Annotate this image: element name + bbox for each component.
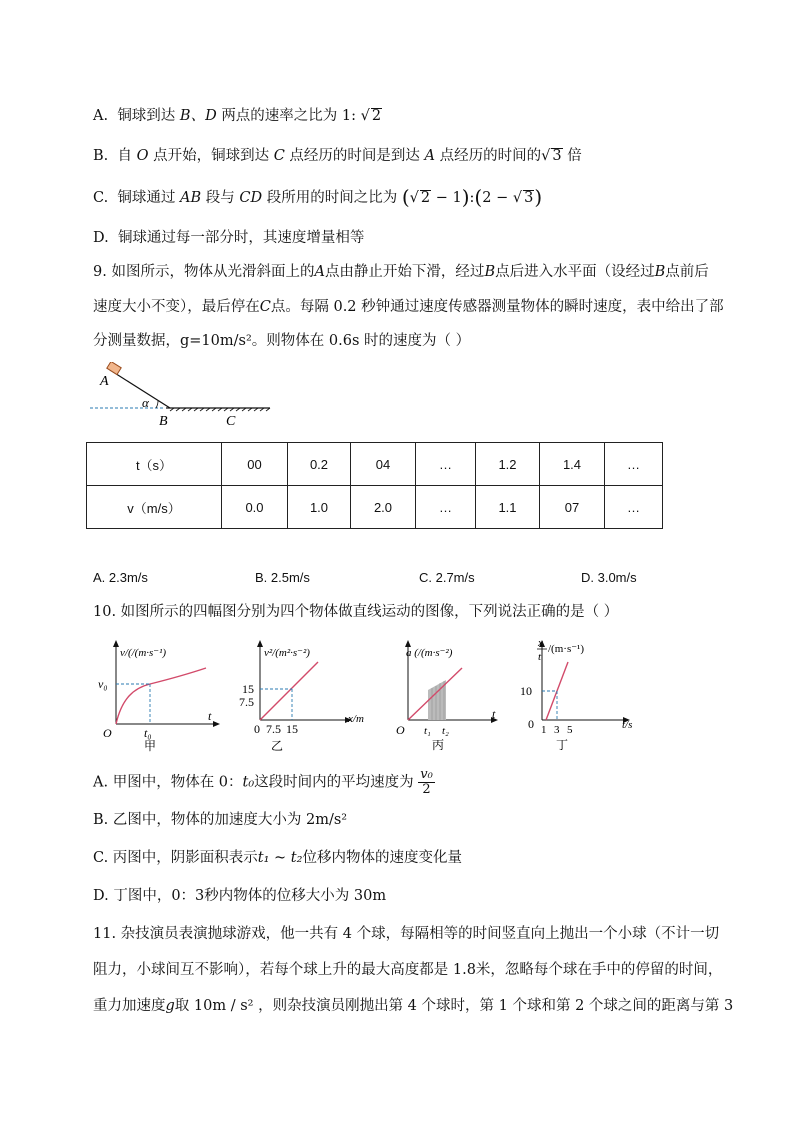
svg-text:O: O	[103, 726, 112, 740]
q8-option-c[interactable]: C. 铜球通过 AB 段与 CD 段所用的时间之比为 (√ 2 − 1):(2 − √ 3)	[93, 185, 543, 209]
q9-stem-line1: 9. 如图所示，物体从光滑斜面上的A点由静止开始下滑，经过B点后进入水平面（设经过B点前后	[93, 264, 709, 280]
q9-choice-a[interactable]: A. 2.3m/s	[93, 570, 148, 585]
q10-stem: 10. 如图所示的四幅图分别为四个物体做直线运动的图像，下列说法正确的是（ ）	[93, 604, 619, 620]
label-a: A	[100, 374, 109, 389]
q9-stem-line2: 速度大小不变），最后停在C点。每隔 0.2 秒钟通过速度传感器测量物体的瞬时速度，表中给出了部	[93, 299, 724, 315]
svg-text:10: 10	[520, 684, 532, 698]
svg-text:t/s: t/s	[622, 719, 633, 731]
svg-text:O: O	[396, 723, 405, 737]
table-cell: 2.0	[351, 486, 416, 529]
table-cell: v（m/s）	[87, 486, 222, 529]
label-alpha: α	[142, 395, 149, 410]
q11-line2: 阻力，小球间互不影响），若每个球上升的最大高度都是 1.8米，忽略每个球在手中的停留的时间，	[93, 962, 723, 978]
svg-text:v₀: v₀	[98, 677, 108, 691]
table-row-t	[87, 443, 663, 486]
svg-text:t: t	[538, 651, 542, 663]
svg-text:丙: 丙	[432, 738, 445, 752]
q9-choice-d[interactable]: D. 3.0m/s	[581, 570, 637, 585]
q9-choice-c[interactable]: C. 2.7m/s	[419, 570, 475, 585]
table-cell: t（s）	[87, 443, 222, 486]
svg-text:丁: 丁	[556, 738, 569, 752]
svg-text:0: 0	[528, 717, 534, 731]
angle-arc	[156, 400, 158, 408]
q8-option-b[interactable]: B. 自 O 点开始，铜球到达 C 点经历的时间是到达 A 点经历的时间的√ 3 倍	[93, 148, 582, 164]
curve	[116, 668, 206, 724]
table-cell: 1.0	[288, 486, 351, 529]
svg-text:t: t	[208, 709, 212, 723]
svg-text:x: x	[538, 637, 543, 649]
svg-text:x/m: x/m	[348, 713, 364, 725]
q11-line1: 11. 杂技演员表演抛球游戏，他一共有 4 个球，每隔相等的时间竖直向上抛出一个小球（不计一切	[93, 926, 720, 942]
svg-text:v/(/(m·s⁻¹): v/(/(m·s⁻¹)	[120, 647, 167, 659]
table-cell: …	[416, 486, 476, 529]
graph-jia	[98, 636, 228, 754]
svg-text:7.5: 7.5	[239, 695, 254, 709]
svg-text:乙: 乙	[271, 739, 284, 753]
fraction: $\frac{\text{v₀}}{2}$	[420, 767, 433, 797]
table-cell: 0.0	[222, 486, 288, 529]
graph-bing	[394, 636, 514, 754]
svg-text:5: 5	[567, 724, 573, 736]
svg-text:/(m·s⁻¹): /(m·s⁻¹)	[548, 643, 584, 655]
svg-text:3: 3	[554, 724, 560, 736]
q8-option-a[interactable]: A. 铜球到达 B、D 两点的速率之比为 1: √ 2	[93, 108, 382, 124]
table-cell: 07	[540, 486, 605, 529]
incline-figure	[86, 362, 276, 432]
label-b: B	[159, 414, 168, 429]
table-cell: …	[605, 486, 663, 529]
line	[260, 662, 318, 720]
svg-text:t₁: t₁	[424, 725, 431, 737]
q10-option-d[interactable]: D. 丁图中，0：3秒内物体的位移大小为 30m	[93, 888, 387, 904]
data-table	[86, 442, 663, 529]
graph-yi	[238, 636, 378, 754]
svg-text:1: 1	[541, 724, 547, 736]
table-cell: 0.2	[288, 443, 351, 486]
svg-text:t₂: t₂	[442, 725, 449, 737]
svg-text:t₀: t₀	[144, 726, 152, 740]
q9-stem-line3: 分测量数据，g=10m/s²。则物体在 0.6s 时的速度为（ ）	[93, 333, 471, 349]
table-cell: 00	[222, 443, 288, 486]
q11-line3: 重力加速度g取 10m / s² ，则杂技演员刚抛出第 4 个球时，第 1 个球和第 2 个球之间的距离与第 3	[93, 998, 734, 1014]
svg-text:0: 0	[254, 722, 260, 736]
svg-text:15: 15	[286, 722, 298, 736]
svg-text:v²/(m²·s⁻²): v²/(m²·s⁻²)	[264, 647, 310, 659]
table-row-v	[87, 486, 663, 529]
svg-text:t: t	[492, 707, 496, 721]
table-cell: 1.4	[540, 443, 605, 486]
table-cell: …	[416, 443, 476, 486]
graph-ding	[518, 632, 648, 754]
table-cell: 04	[351, 443, 416, 486]
svg-text:甲: 甲	[144, 739, 157, 753]
q8-option-d[interactable]: D. 铜球通过每一部分时，其速度增量相等	[93, 230, 365, 246]
block	[107, 362, 121, 375]
label-c: C	[226, 414, 236, 429]
q10-option-a[interactable]: A. 甲图中，物体在 0：t₀这段时间内的平均速度为 $\frac{\text{v₀}}{2}$	[93, 767, 433, 797]
table-cell: …	[605, 443, 663, 486]
q9-choice-b[interactable]: B. 2.5m/s	[255, 570, 310, 585]
incline-line	[110, 370, 170, 408]
q10-option-c[interactable]: C. 丙图中，阴影面积表示t₁ ~ t₂位移内物体的速度变化量	[93, 850, 462, 866]
table-cell: 1.1	[476, 486, 540, 529]
q10-option-b[interactable]: B. 乙图中，物体的加速度大小为 2m/s²	[93, 812, 348, 828]
svg-text:7.5: 7.5	[266, 722, 281, 736]
svg-text:15: 15	[242, 682, 254, 696]
svg-text:a (/(m·s⁻²): a (/(m·s⁻²)	[406, 647, 453, 659]
table-cell: 1.2	[476, 443, 540, 486]
